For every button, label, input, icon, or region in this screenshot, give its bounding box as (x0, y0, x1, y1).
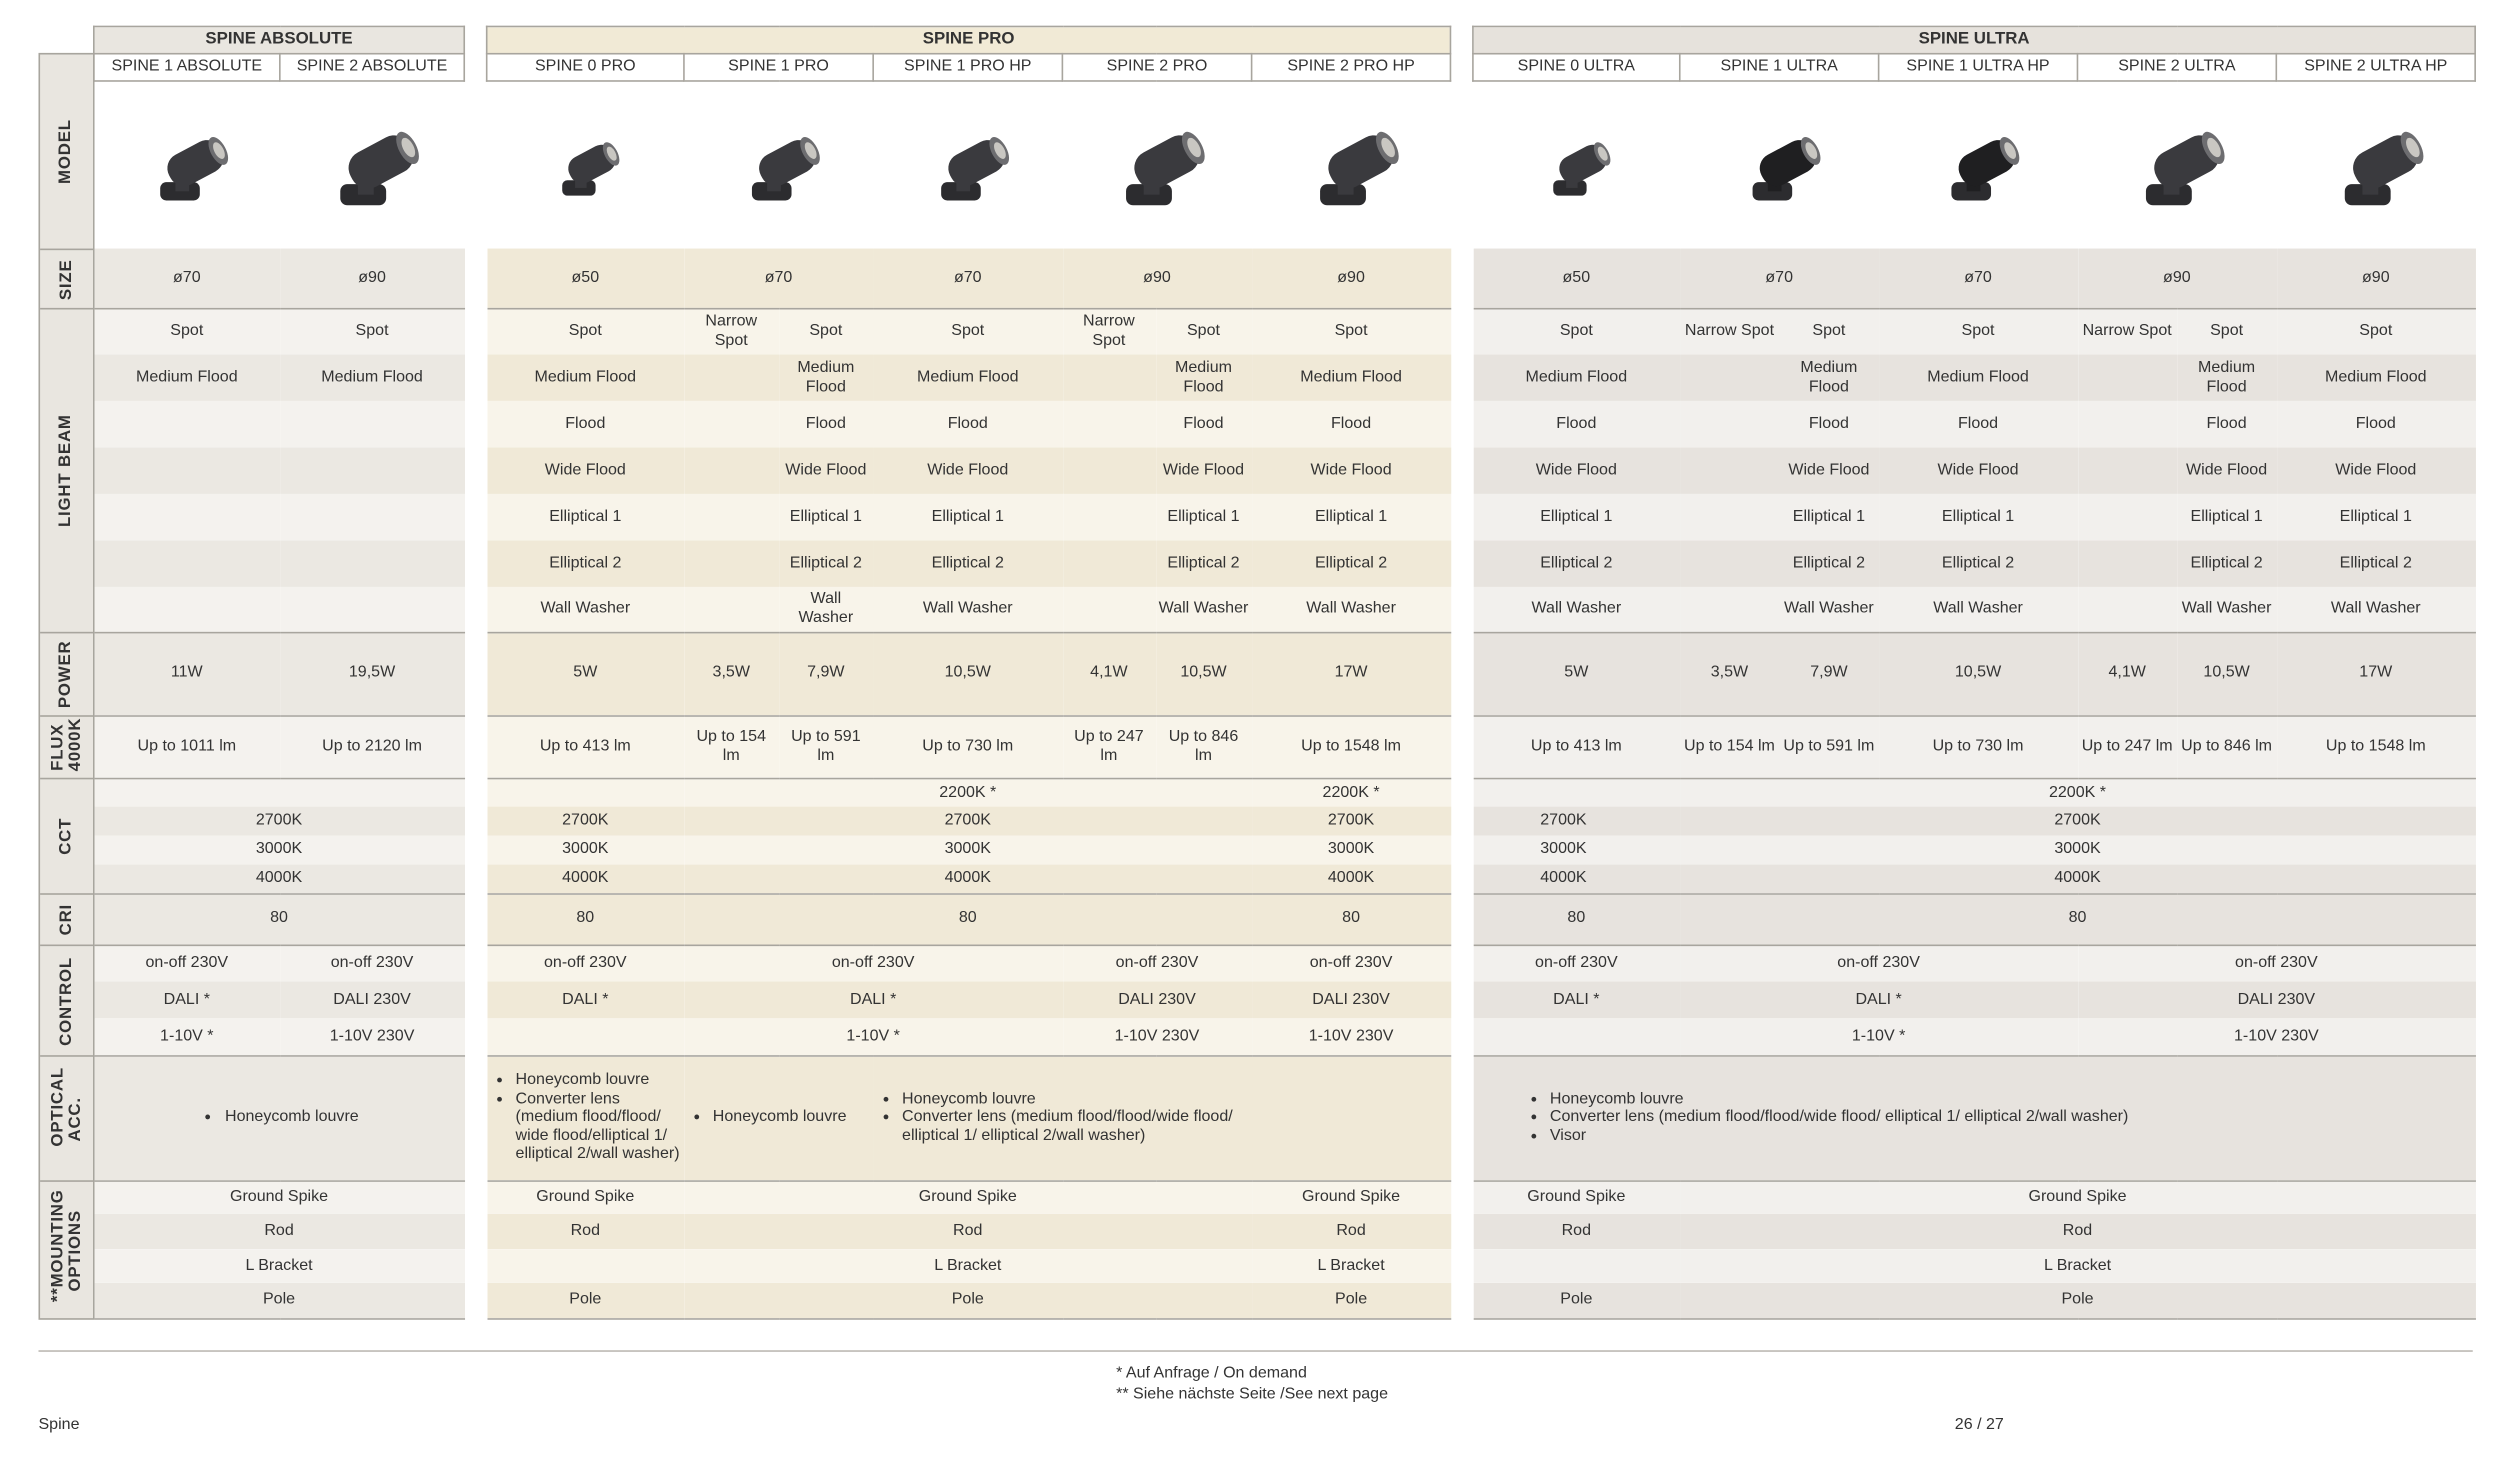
label-power: POWER (40, 632, 93, 715)
control-value: on-off 230V (1115, 954, 1199, 972)
product-image (280, 81, 464, 249)
label-control: CONTROL (40, 945, 93, 1056)
beam-value: Medium Flood (797, 359, 855, 396)
power-value: 17W (2276, 632, 2475, 715)
control-value: DALI 230V (1312, 990, 1390, 1009)
mount-value: Rod (2062, 1222, 2093, 1240)
control-value: 1-10V * (684, 1018, 1062, 1055)
beam-value: Narrow Spot (1684, 322, 1775, 340)
flux-value: Up to 591 lm (1779, 715, 1878, 778)
row-labels (38, 53, 94, 1320)
beam-value: Wall Washer (873, 587, 1062, 632)
control-value: DALI 230V (333, 990, 411, 1009)
power-value: 17W (1252, 632, 1451, 715)
label-model: MODEL (56, 119, 76, 184)
size-value: ø70 (1680, 249, 1879, 308)
control-value: on-off 230V (145, 954, 229, 972)
power-value: 4,1W (1062, 632, 1155, 715)
flux-value: Up to 730 lm (873, 715, 1062, 778)
model-name: SPINE 1 ULTRA (1680, 54, 1879, 81)
beam-value: Flood (1556, 414, 1597, 433)
power-value: 7,9W (779, 632, 874, 715)
beam-value: Elliptical 2 (931, 554, 1004, 573)
beam-value: Spot (355, 322, 389, 340)
beam-value: Narrow Spot (2082, 322, 2172, 340)
product-image (1680, 81, 1879, 249)
beam-value: Spot (809, 322, 843, 340)
beam-value: Wall Washer (487, 587, 684, 632)
cct-value: 4000K (94, 864, 464, 893)
beam-value: Flood (1957, 414, 1999, 433)
mount-value: Rod (953, 1222, 983, 1240)
beam-value: Medium Flood (1174, 359, 1233, 396)
mount-value: Rod (264, 1222, 294, 1240)
mount-value: L Bracket (245, 1256, 313, 1275)
cct-value: 2200K * (939, 783, 997, 801)
control-value: DALI * (562, 990, 609, 1009)
beam-value: Wall Washer (1252, 587, 1451, 632)
cct-value: 2700K (255, 811, 303, 830)
flux-value: Up to 247 lm (2077, 715, 2176, 778)
flux-value: Up to 413 lm (487, 715, 684, 778)
size-value: ø70 (684, 249, 873, 308)
beam-value: Medium Flood (136, 368, 238, 387)
cri-value: 80 (1680, 893, 2476, 944)
control-value: DALI 230V (1118, 990, 1196, 1009)
beam-value: Elliptical 2 (1540, 554, 1613, 573)
beam-value: Wall Washer (1473, 587, 1680, 632)
flux-value: Up to 1011 lm (94, 715, 280, 778)
group-title: SPINE ULTRA (1473, 26, 2475, 53)
optical-acc: • Honeycomb louvre (684, 1055, 873, 1180)
beam-value: Elliptical 2 (1792, 554, 1866, 573)
label-cct: CCT (40, 778, 93, 893)
beam-value: Wide Flood (1162, 461, 1245, 480)
beam-value: Medium Flood (1927, 368, 2029, 387)
size-value: ø50 (1473, 249, 1680, 308)
flux-value: Up to 846 lm (2177, 715, 2276, 778)
beam-value: Elliptical 1 (2190, 507, 2263, 526)
model-name: SPINE 1 PRO HP (873, 54, 1062, 81)
cct-value: 2700K (944, 811, 991, 830)
beam-value: Wide Flood (1788, 461, 1870, 480)
control-value: on-off 230V (330, 954, 414, 972)
cct-value: 4000K (487, 864, 684, 893)
beam-value: Elliptical 2 (1314, 554, 1388, 573)
product-image (873, 81, 1062, 249)
flux-value: Up to 2120 lm (280, 715, 464, 778)
cct-value: 3000K (944, 840, 991, 859)
control-value: on-off 230V (1309, 954, 1393, 972)
beam-value: Flood (2206, 414, 2247, 433)
mount-value: Ground Spike (1527, 1188, 1626, 1206)
spotlight-icon (730, 115, 826, 214)
control-value: 1-10V * (94, 1018, 280, 1055)
beam-value: Wide Flood (1937, 461, 2019, 480)
beam-value: Medium Flood (321, 368, 423, 387)
beam-value: Flood (1183, 414, 1224, 433)
page-number: 26 / 27 (1954, 1415, 2004, 1434)
beam-value: Spot (1812, 322, 1846, 340)
model-name: SPINE 2 ULTRA (2077, 54, 2276, 81)
spotlight-icon (1731, 115, 1827, 214)
beam-value: Narrow Spot (1083, 313, 1135, 350)
spotlight-icon (1930, 115, 2026, 214)
beam-value: Elliptical 2 (549, 554, 622, 573)
cct-value: 3000K (255, 840, 303, 859)
flux-value: Up to 1548 lm (1252, 715, 1451, 778)
product-image (487, 81, 684, 249)
model-name: SPINE 2 PRO HP (1252, 54, 1451, 81)
power-value: 7,9W (1779, 632, 1878, 715)
model-name: SPINE 2 ULTRA HP (2276, 54, 2475, 81)
power-value: 10,5W (1879, 632, 2078, 715)
label-light-beam: LIGHT BEAM (40, 308, 93, 632)
flux-value: Up to 154 lm (684, 715, 779, 778)
mount-value: L Bracket (934, 1256, 1002, 1275)
beam-value: Flood (805, 414, 846, 433)
beam-value: Wide Flood (785, 461, 867, 480)
control-value: DALI 230V (2237, 990, 2316, 1009)
beam-value: Elliptical 1 (549, 507, 622, 526)
mount-value: Rod (570, 1222, 601, 1240)
label-cri: CRI (40, 893, 93, 944)
control-value: DALI * (163, 990, 210, 1009)
label-optical-acc: OPTICAL ACC. (40, 1055, 93, 1180)
mount-value: L Bracket (2043, 1256, 2112, 1275)
beam-value: Spot (1334, 322, 1368, 340)
cri-value: 80 (684, 893, 1252, 944)
mount-value: Pole (1680, 1283, 2476, 1318)
table-spine-ultra (1472, 26, 2476, 1319)
model-name: SPINE 1 ABSOLUTE (94, 54, 280, 81)
model-name: SPINE 1 PRO (684, 54, 873, 81)
beam-value: Wall Washer (2276, 587, 2475, 632)
cct-value: 4000K (1680, 864, 2476, 893)
model-name: SPINE 2 ABSOLUTE (280, 54, 464, 81)
mount-value: Ground Spike (536, 1188, 635, 1206)
footnote-2: ** Siehe nächste Seite /See next page (1116, 1385, 1389, 1404)
size-value: ø70 (94, 249, 280, 308)
beam-value: Medium Flood (1800, 359, 1858, 396)
cct-value: 2700K (562, 811, 609, 830)
beam-value: Wide Flood (927, 461, 1009, 480)
footer-title: Spine (38, 1415, 80, 1434)
spotlight-icon (2129, 115, 2225, 214)
spotlight-icon (1528, 115, 1624, 214)
cct-value: 3000K (1327, 840, 1375, 859)
control-value: on-off 230V (1535, 954, 1618, 972)
beam-value: Medium Flood (916, 368, 1019, 387)
cct-value: 2200K * (1322, 783, 1380, 801)
beam-value: Elliptical 2 (2190, 554, 2263, 573)
control-value: on-off 230V (831, 954, 915, 972)
beam-value: Spot (568, 322, 602, 340)
label-flux: FLUX 4000K (40, 715, 93, 778)
model-name: SPINE 0 PRO (487, 54, 684, 81)
beam-value: Wide Flood (2186, 461, 2268, 480)
cct-value: 4000K (1252, 864, 1451, 893)
beam-value: Elliptical 1 (1167, 507, 1240, 526)
size-value: ø90 (2276, 249, 2475, 308)
beam-value: Elliptical 1 (1941, 507, 2015, 526)
power-value: 3,5W (684, 632, 779, 715)
mount-value: Pole (684, 1283, 1252, 1318)
group-title: SPINE PRO (487, 26, 1451, 53)
flux-value: Up to 154 lm (1680, 715, 1779, 778)
beam-value: Spot (2359, 322, 2393, 340)
beam-value: Medium Flood (1300, 368, 1402, 387)
spotlight-icon (2328, 115, 2424, 214)
size-value: ø70 (873, 249, 1062, 308)
beam-value: Elliptical 1 (931, 507, 1004, 526)
model-name: SPINE 2 PRO (1062, 54, 1251, 81)
size-value: ø70 (1879, 249, 2078, 308)
beam-value: Medium Flood (1525, 368, 1628, 387)
power-value: 11W (94, 632, 280, 715)
cct-value: 2700K (1540, 811, 1587, 830)
beam-value: Medium Flood (2198, 359, 2256, 396)
beam-value: Elliptical 2 (2339, 554, 2412, 573)
beam-value: Flood (947, 414, 988, 433)
mount-value: Pole (487, 1283, 684, 1318)
beam-value: Spot (1186, 322, 1220, 340)
table-spine-pro (486, 26, 1451, 1319)
mount-value: Ground Spike (229, 1188, 329, 1206)
mount-value: Pole (94, 1283, 464, 1318)
spotlight-icon (920, 115, 1016, 214)
mount-value: L Bracket (1317, 1256, 1385, 1275)
product-image (684, 81, 873, 249)
beam-value: Spot (170, 322, 204, 340)
beam-value: Medium Flood (534, 368, 637, 387)
beam-value: Flood (2355, 414, 2396, 433)
beam-value: Spot (951, 322, 985, 340)
beam-value: Wall Washer (1879, 587, 2078, 632)
beam-value: Wide Flood (1310, 461, 1392, 480)
cct-value: 3000K (1540, 840, 1587, 859)
label-mounting: **MOUNTING OPTIONS (40, 1180, 93, 1318)
control-value: DALI * (1553, 990, 1600, 1009)
beam-value: Elliptical 1 (789, 507, 862, 526)
product-image (2276, 81, 2475, 249)
beam-value: Flood (1808, 414, 1849, 433)
beam-value: Wall Washer (1155, 587, 1251, 632)
cct-value: 2700K (2054, 811, 2101, 830)
spotlight-icon (537, 115, 633, 214)
product-image (1879, 81, 2078, 249)
beam-value: Elliptical 2 (1167, 554, 1240, 573)
flux-value: Up to 247 lm (1062, 715, 1155, 778)
spotlight-icon (1109, 115, 1205, 214)
mount-value: Ground Spike (2028, 1188, 2127, 1206)
size-value: ø90 (2077, 249, 2276, 308)
control-value: DALI * (849, 990, 897, 1009)
beam-value: Spot (2210, 322, 2244, 340)
cct-value: 2700K (1327, 811, 1375, 830)
beam-value: Flood (1331, 414, 1372, 433)
optical-acc: • Honeycomb louvre (94, 1055, 464, 1180)
product-image (2077, 81, 2276, 249)
power-value: 3,5W (1680, 632, 1779, 715)
cct-value: 2200K * (2048, 783, 2107, 801)
control-value: 1-10V * (1680, 1018, 2078, 1055)
beam-value: Elliptical 1 (2339, 507, 2412, 526)
control-value: DALI * (1855, 990, 1902, 1009)
cri-value: 80 (1473, 893, 1680, 944)
mount-value: Pole (1473, 1283, 1680, 1318)
cct-value: 4000K (684, 864, 1252, 893)
footnote-1: * Auf Anfrage / On demand (1116, 1364, 1307, 1383)
power-value: 10,5W (2177, 632, 2276, 715)
beam-value: Narrow Spot (705, 313, 758, 350)
product-image (1062, 81, 1251, 249)
control-value: on-off 230V (1837, 954, 1920, 972)
beam-value: Wide Flood (2335, 461, 2417, 480)
beam-value: Wall Washer (779, 587, 874, 632)
size-value: ø90 (280, 249, 464, 308)
beam-value: Elliptical 1 (1540, 507, 1613, 526)
footer-rule (38, 1350, 2472, 1352)
optical-acc: • Honeycomb louvre • Converter lens (medium flood/flood/wide flood/ elliptical 1/ elliptical 2/wall washer) • Visor (1473, 1055, 2475, 1180)
flux-value: Up to 1548 lm (2276, 715, 2475, 778)
beam-value: Flood (565, 414, 606, 433)
cct-value: 3000K (562, 840, 609, 859)
beam-value: Spot (1961, 322, 1995, 340)
product-image (94, 81, 280, 249)
table-spine-absolute (93, 26, 465, 1319)
mount-value: Rod (1561, 1222, 1592, 1240)
beam-value: Wall Washer (2177, 587, 2276, 632)
mount-value: Ground Spike (1302, 1188, 1401, 1206)
flux-value: Up to 413 lm (1473, 715, 1680, 778)
power-value: 5W (487, 632, 684, 715)
beam-value: Wide Flood (544, 461, 626, 480)
flux-value: Up to 591 lm (779, 715, 874, 778)
model-name: SPINE 0 ULTRA (1473, 54, 1680, 81)
control-value: 1-10V 230V (280, 1018, 464, 1055)
model-name: SPINE 1 ULTRA HP (1879, 54, 2078, 81)
spotlight-icon (324, 115, 420, 214)
power-value: 4,1W (2077, 632, 2176, 715)
power-value: 10,5W (1155, 632, 1251, 715)
control-value: 1-10V 230V (2077, 1018, 2475, 1055)
product-image (1252, 81, 1451, 249)
control-value: 1-10V 230V (1252, 1018, 1451, 1055)
cri-value: 80 (1252, 893, 1451, 944)
optical-acc: • Honeycomb louvre • Converter lens (medium flood/flood/wide flood/ elliptical 1/ elliptical 2/wall washer) (873, 1055, 1450, 1180)
cri-value: 80 (94, 893, 464, 944)
cri-value: 80 (487, 893, 684, 944)
beam-value: Spot (1559, 322, 1593, 340)
cct-value: 3000K (2054, 840, 2101, 859)
spotlight-icon (1303, 115, 1399, 214)
mount-value: Pole (1252, 1283, 1451, 1318)
spotlight-icon (139, 115, 235, 214)
optical-acc: • Honeycomb louvre • Converter lens (medium flood/flood/ wide flood/elliptical 1/ elliptical 2/wall washer) (487, 1055, 684, 1180)
cct-value: 4000K (1473, 864, 1680, 893)
label-size: SIZE (40, 249, 93, 308)
beam-value: Elliptical 1 (1792, 507, 1866, 526)
flux-value: Up to 846 lm (1155, 715, 1251, 778)
mount-value: Rod (1336, 1222, 1366, 1240)
power-value: 10,5W (873, 632, 1062, 715)
power-value: 19,5W (280, 632, 464, 715)
size-value: ø90 (1062, 249, 1251, 308)
beam-value: Medium Flood (2324, 368, 2427, 387)
beam-value: Wide Flood (1535, 461, 1617, 480)
size-value: ø50 (487, 249, 684, 308)
group-title: SPINE ABSOLUTE (94, 26, 464, 53)
control-value: on-off 230V (543, 954, 627, 972)
power-value: 5W (1473, 632, 1680, 715)
beam-value: Wall Washer (1779, 587, 1878, 632)
beam-value: Elliptical 2 (789, 554, 862, 573)
flux-value: Up to 730 lm (1879, 715, 2078, 778)
mount-value: Ground Spike (918, 1188, 1017, 1206)
control-value: 1-10V 230V (1062, 1018, 1251, 1055)
beam-value: Elliptical 1 (1314, 507, 1388, 526)
size-value: ø90 (1252, 249, 1451, 308)
product-image (1473, 81, 1680, 249)
control-value: on-off 230V (2235, 954, 2318, 972)
beam-value: Elliptical 2 (1941, 554, 2015, 573)
